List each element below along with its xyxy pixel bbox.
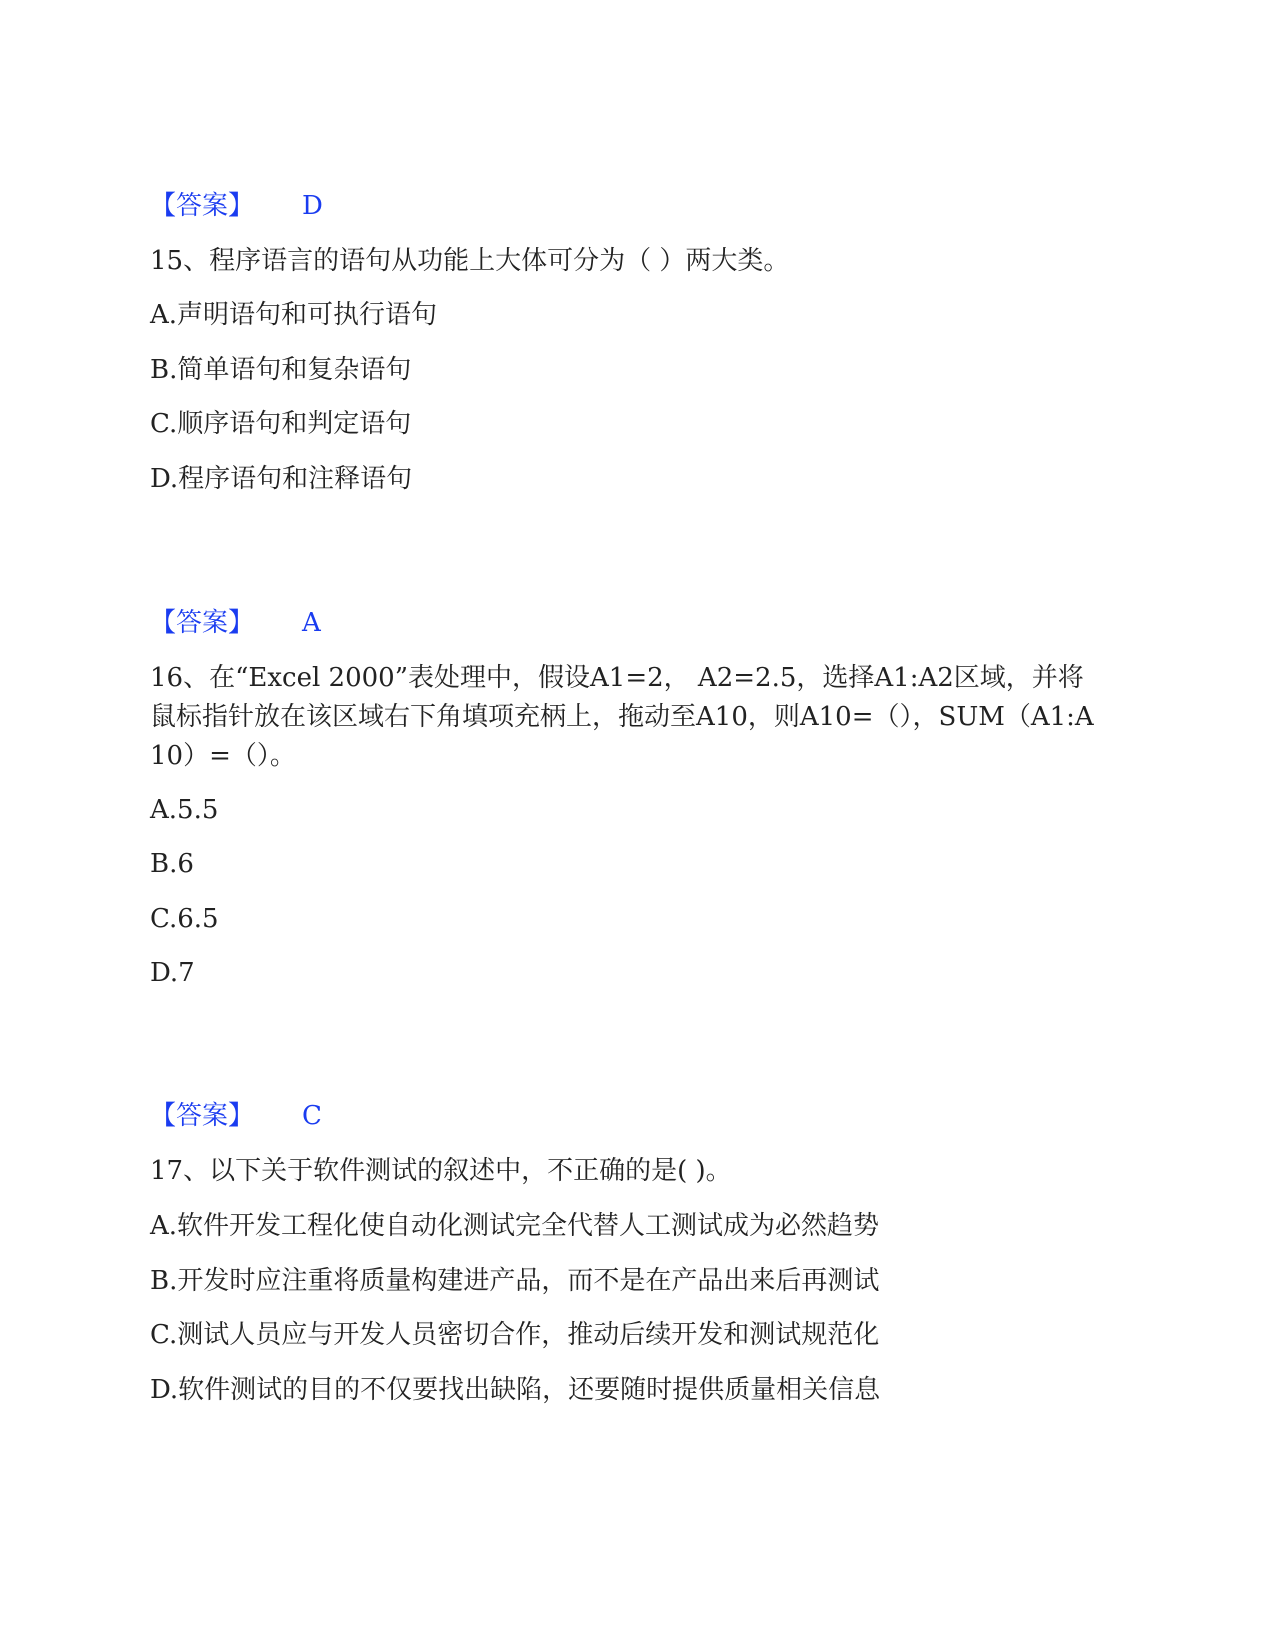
question-17-stem: 17、以下关于软件测试的叙述中，不正确的是( )。: [150, 1156, 732, 1186]
question-16-option-c: C.6.5: [150, 904, 219, 934]
question-15-stem: 15、程序语言的语句从功能上大体可分为（ ）两大类。: [150, 246, 790, 276]
question-16-option-d: D.7: [150, 958, 195, 988]
answer-line: [150, 1097, 322, 1135]
question-17-option-d: D.软件测试的目的不仅要找出缺陷，还要随时提供质量相关信息: [150, 1375, 881, 1405]
question-15-option-a: A.声明语句和可执行语句: [150, 300, 438, 330]
question-16-option-a: A.5.5: [150, 795, 219, 825]
question-17-option-c: C.测试人员应与开发人员密切合作，推动后续开发和测试规范化: [150, 1320, 880, 1350]
answer-line: [150, 187, 323, 225]
question-17-option-a: A.软件开发工程化使自动化测试完全代替人工测试成为必然趋势: [150, 1211, 880, 1241]
question-15-option-c: C.顺序语句和判定语句: [150, 409, 412, 439]
answer-value: C: [302, 1101, 322, 1131]
answer-label: 【答案】: [150, 1101, 255, 1131]
answer-value: D: [302, 191, 323, 221]
question-15-option-d: D.程序语句和注释语句: [150, 464, 413, 494]
question-16-option-b: B.6: [150, 849, 194, 879]
answer-line: [150, 604, 321, 642]
answer-value: A: [302, 608, 321, 638]
question-15-option-b: B.简单语句和复杂语句: [150, 355, 412, 385]
answer-label: 【答案】: [150, 608, 255, 638]
question-17-option-b: B.开发时应注重将质量构建进产品，而不是在产品出来后再测试: [150, 1266, 880, 1296]
question-16-stem: 16、在“Excel 2000”表处理中，假设A1=2， A2=2.5，选择A1:A2区域，并将鼠标指针放在该区域右下角填项充柄上，拖动至A10，则A10=（），SUM（A1:A10）=（）。: [150, 663, 1094, 771]
answer-label: 【答案】: [150, 191, 255, 221]
